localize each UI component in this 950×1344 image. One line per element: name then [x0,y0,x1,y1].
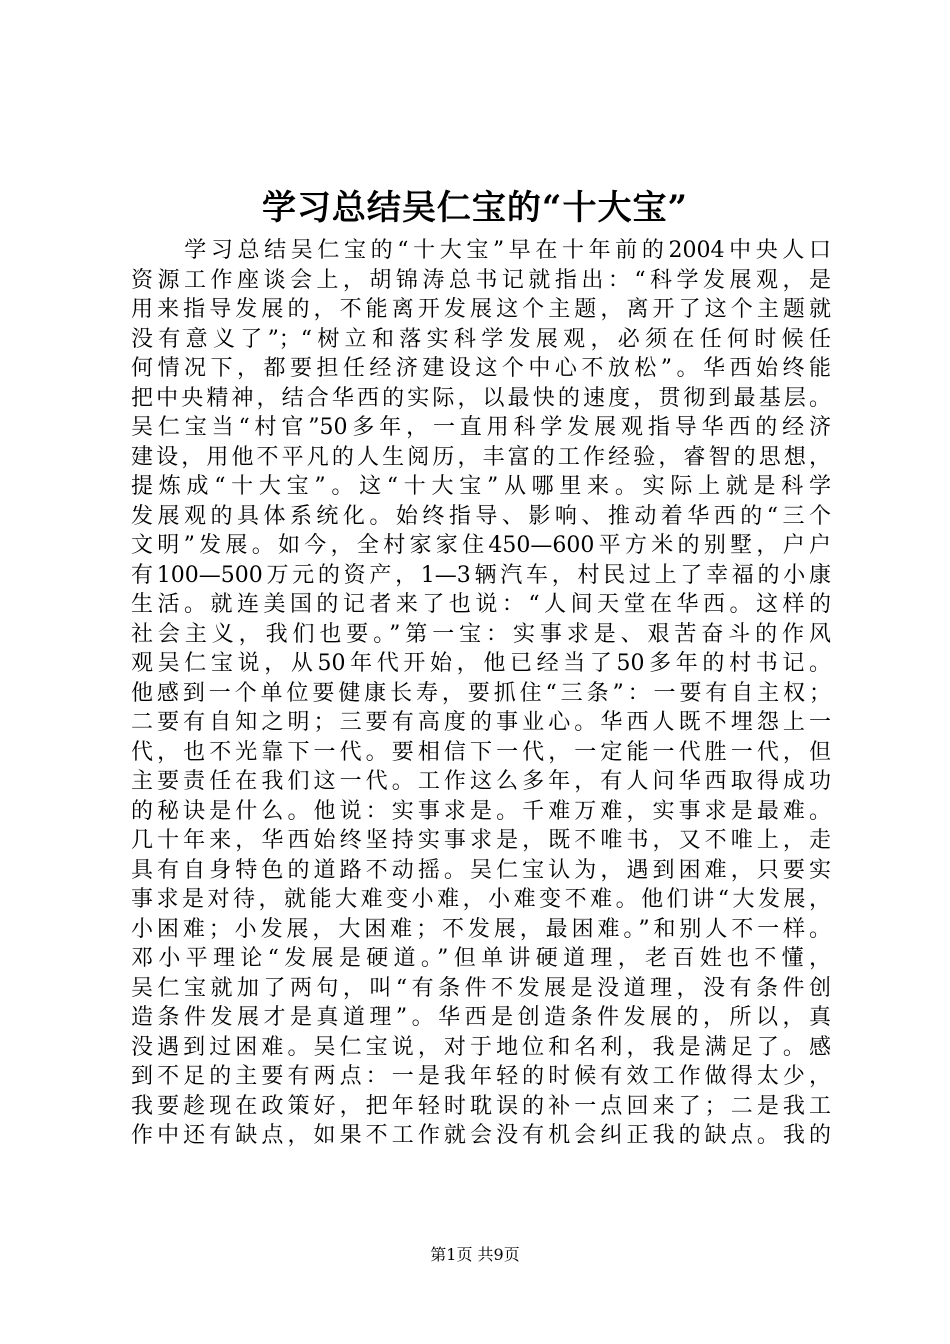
body-line: 邓小平理论“发展是硬道。”但单讲硬道理，老百姓也不懂， [131,946,831,971]
body-line: 社会主义，我们也要。”第一宝：实事求是、艰苦奋斗的作风 [131,621,831,647]
document-body [131,236,831,1151]
document-title: 学习总结吴仁宝的“十大宝” [261,188,689,228]
body-line: 几十年来，华西始终坚持实事求是，既不唯书，又不唯上，走 [131,828,831,853]
body-line: 文明”发展。如今，全村家家住450—600平方米的别墅，户户 [131,533,831,558]
body-line: 何情况下，都要担任经济建设这个中心不放松”。华西始终能 [131,356,831,381]
body-line: 吴仁宝当“村官”50多年，一直用科学发展观指导华西的经济 [131,415,831,440]
body-line: 用来指导发展的，不能离开发展这个主题，离开了这个主题就 [131,297,831,322]
body-line: 观吴仁宝说，从50年代开始，他已经当了50多年的村书记。 [131,651,831,676]
body-line: 生活。就连美国的记者来了也说：“人间天堂在华西。这样的 [131,592,831,617]
body-line: 资源工作座谈会上，胡锦涛总书记就指出：“科学发展观，是 [131,267,831,293]
body-line: 二要有自知之明；三要有高度的事业心。华西人既不埋怨上一 [131,710,831,735]
body-line: 没遇到过困难。吴仁宝说，对于地位和名利，我是满足了。感 [131,1034,831,1060]
body-line: 提炼成“十大宝”。这“十大宝”从哪里来。实际上就是科学 [131,474,831,499]
body-line: 作中还有缺点，如果不工作就会没有机会纠正我的缺点。我的 [131,1123,831,1148]
body-line: 建设，用他不平凡的人生阅历，丰富的工作经验，睿智的思想， [131,444,831,470]
page-footer: 第1页 共9页 [430,1245,520,1264]
body-line: 学习总结吴仁宝的“十大宝”早在十年前的2004中央人口 [131,238,831,263]
body-line: 的秘诀是什么。他说：实事求是。千难万难，实事求是最难。 [131,798,831,824]
body-line: 具有自身特色的道路不动摇。吴仁宝认为，遇到困难，只要实 [131,857,831,883]
body-line: 发展观的具体系统化。始终指导、影响、推动着华西的“三个 [131,503,831,529]
body-line: 吴仁宝就加了两句，叫“有条件不发展是没道理，没有条件创 [131,975,831,1001]
body-line: 小困难；小发展，大困难；不发展，最困难。”和别人不一样。 [131,916,831,942]
body-line: 没有意义了”；“树立和落实科学发展观，必须在任何时候任 [131,326,831,352]
body-line: 代，也不光靠下一代。要相信下一代，一定能一代胜一代，但 [131,739,831,765]
body-line: 有100—500万元的资产，1—3辆汽车，村民过上了幸福的小康 [131,562,831,588]
body-line: 他感到一个单位要健康长寿，要抓住“三条”：一要有自主权； [131,680,831,706]
body-line: 主要责任在我们这一代。工作这么多年，有人问华西取得成功 [131,769,831,794]
body-line: 造条件发展才是真道理”。华西是创造条件发展的，所以，真 [131,1005,831,1030]
body-line: 事求是对待，就能大难变小难，小难变不难。他们讲“大发展， [131,887,831,912]
body-line: 我要趁现在政策好，把年轻时耽误的补一点回来了；二是我工 [131,1093,831,1119]
body-line: 把中央精神，结合华西的实际，以最快的速度，贯彻到最基层。 [131,385,831,411]
body-line: 到不足的主要有两点：一是我年轻的时候有效工作做得太少， [131,1064,831,1089]
